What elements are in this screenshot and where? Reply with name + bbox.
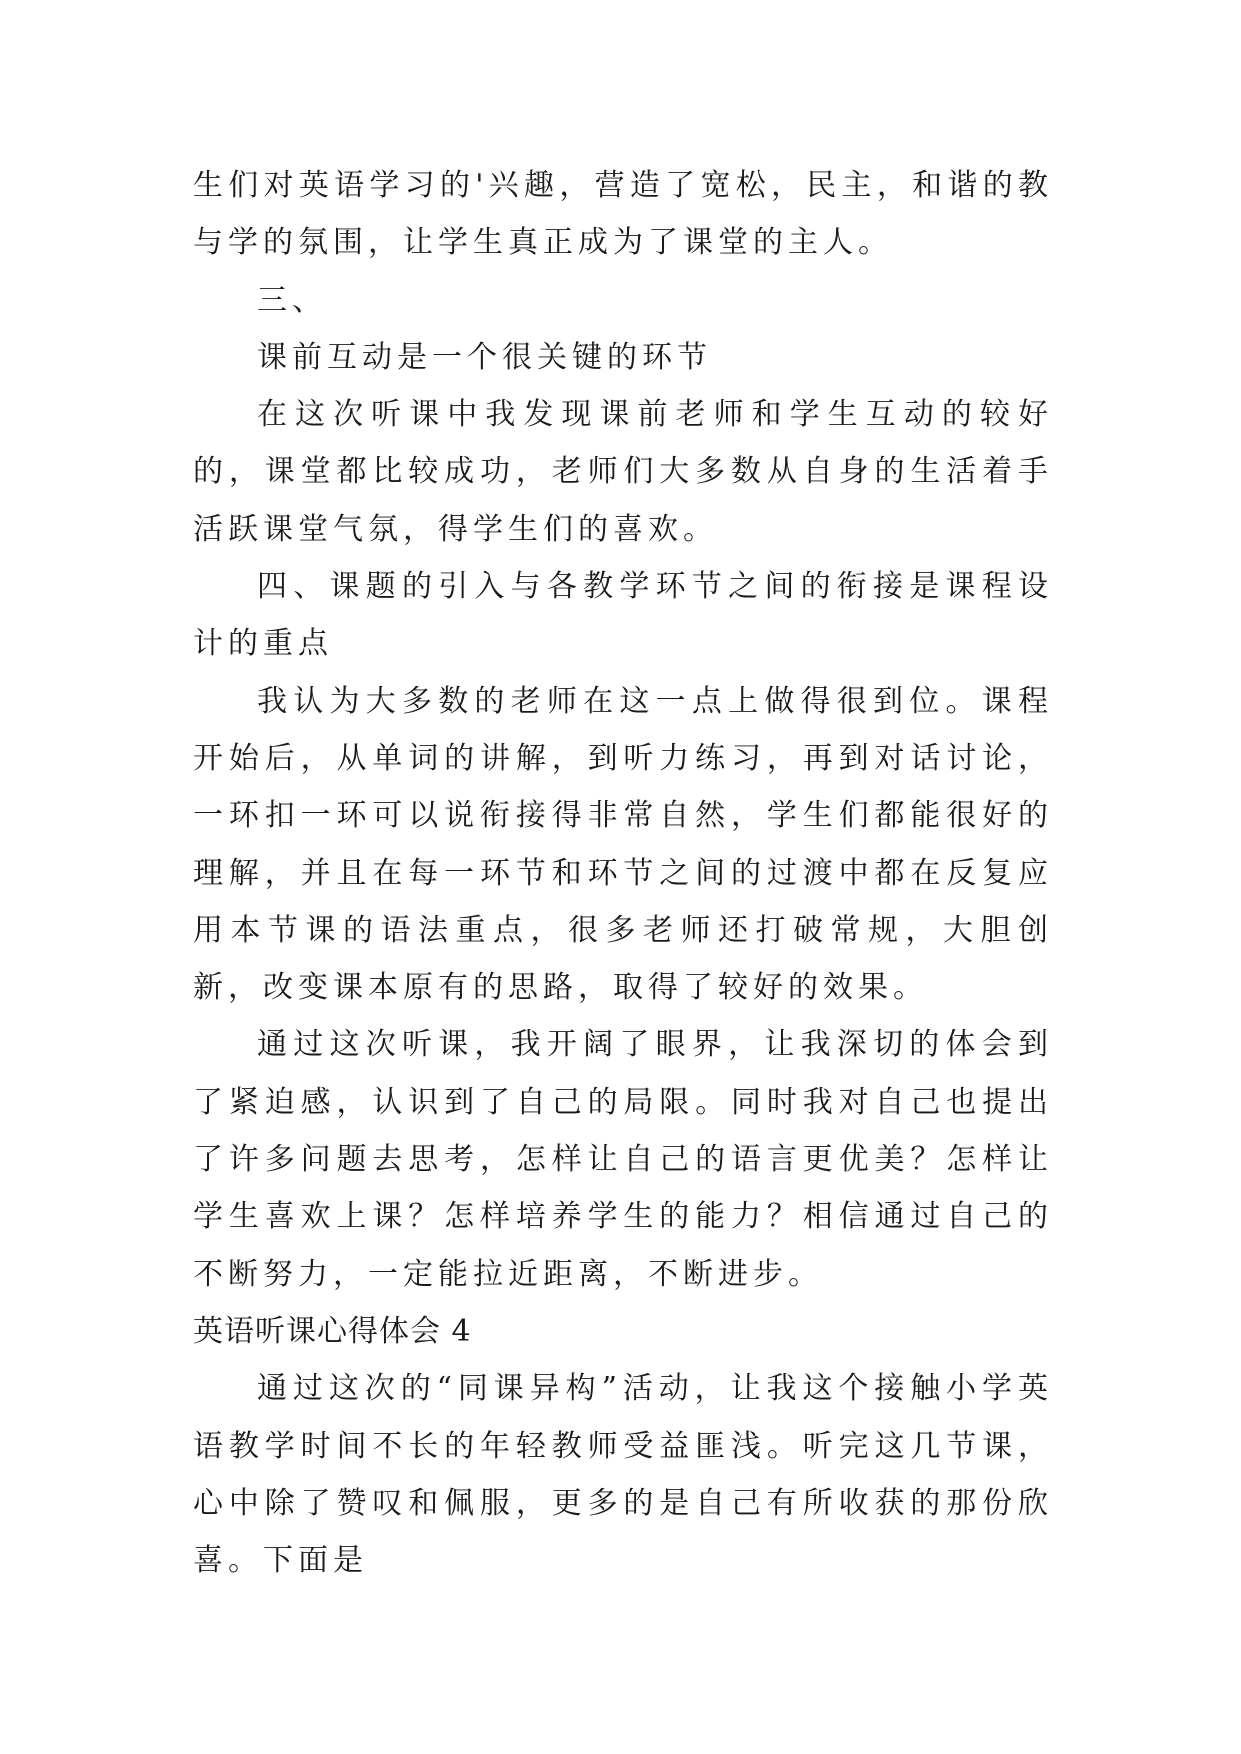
paragraph-continuation: 生们对英语学习的'兴趣，营造了宽松，民主，和谐的教与学的氛围，让学生真正成为了课堂的主人。: [193, 168, 1053, 261]
document-page: [193, 157, 1053, 1589]
section-heading-four: 四、课题的引入与各教学环节之间的衔接是课程设计的重点: [193, 569, 1053, 662]
article-title: 英语听课心得体会 4: [193, 1313, 472, 1349]
paragraph-intro: 通过这次的“同课异构”活动，让我这个接触小学英语教学时间不长的年轻教师受益匪浅。听完这几节课，心中除了赞叹和佩服，更多的是自己有所收获的那份欣喜。下面是: [193, 1371, 1053, 1579]
paragraph-lesson-transitions: 我认为大多数的老师在这一点上做得很到位。课程开始后，从单词的讲解，到听力练习，再到对话讨论，一环扣一环可以说衔接得非常自然，学生们都能很好的理解，并且在每一环节和环节之间的过渡中都在反复应用本节课的语法重点，很多老师还打破常规，大胆创新，改变课本原有的思路，取得了较好的效果。: [193, 683, 1053, 1006]
paragraph-reflection: 通过这次听课，我开阔了眼界，让我深切的体会到了紧迫感，认识到了自己的局限。同时我对自己也提出了许多问题去思考，怎样让自己的语言更优美？怎样让学生喜欢上课？怎样培养学生的能力？相信通过自己的不断努力，一定能拉近距离，不断进步。: [193, 1027, 1053, 1292]
section-heading-three: 课前互动是一个很关键的环节: [257, 339, 712, 375]
paragraph-pre-class-interaction: 在这次听课中我发现课前老师和学生互动的较好的，课堂都比较成功，老师们大多数从自身的生活着手活跃课堂气氛，得学生们的喜欢。: [193, 397, 1053, 547]
section-number-three: 三、: [257, 282, 327, 318]
